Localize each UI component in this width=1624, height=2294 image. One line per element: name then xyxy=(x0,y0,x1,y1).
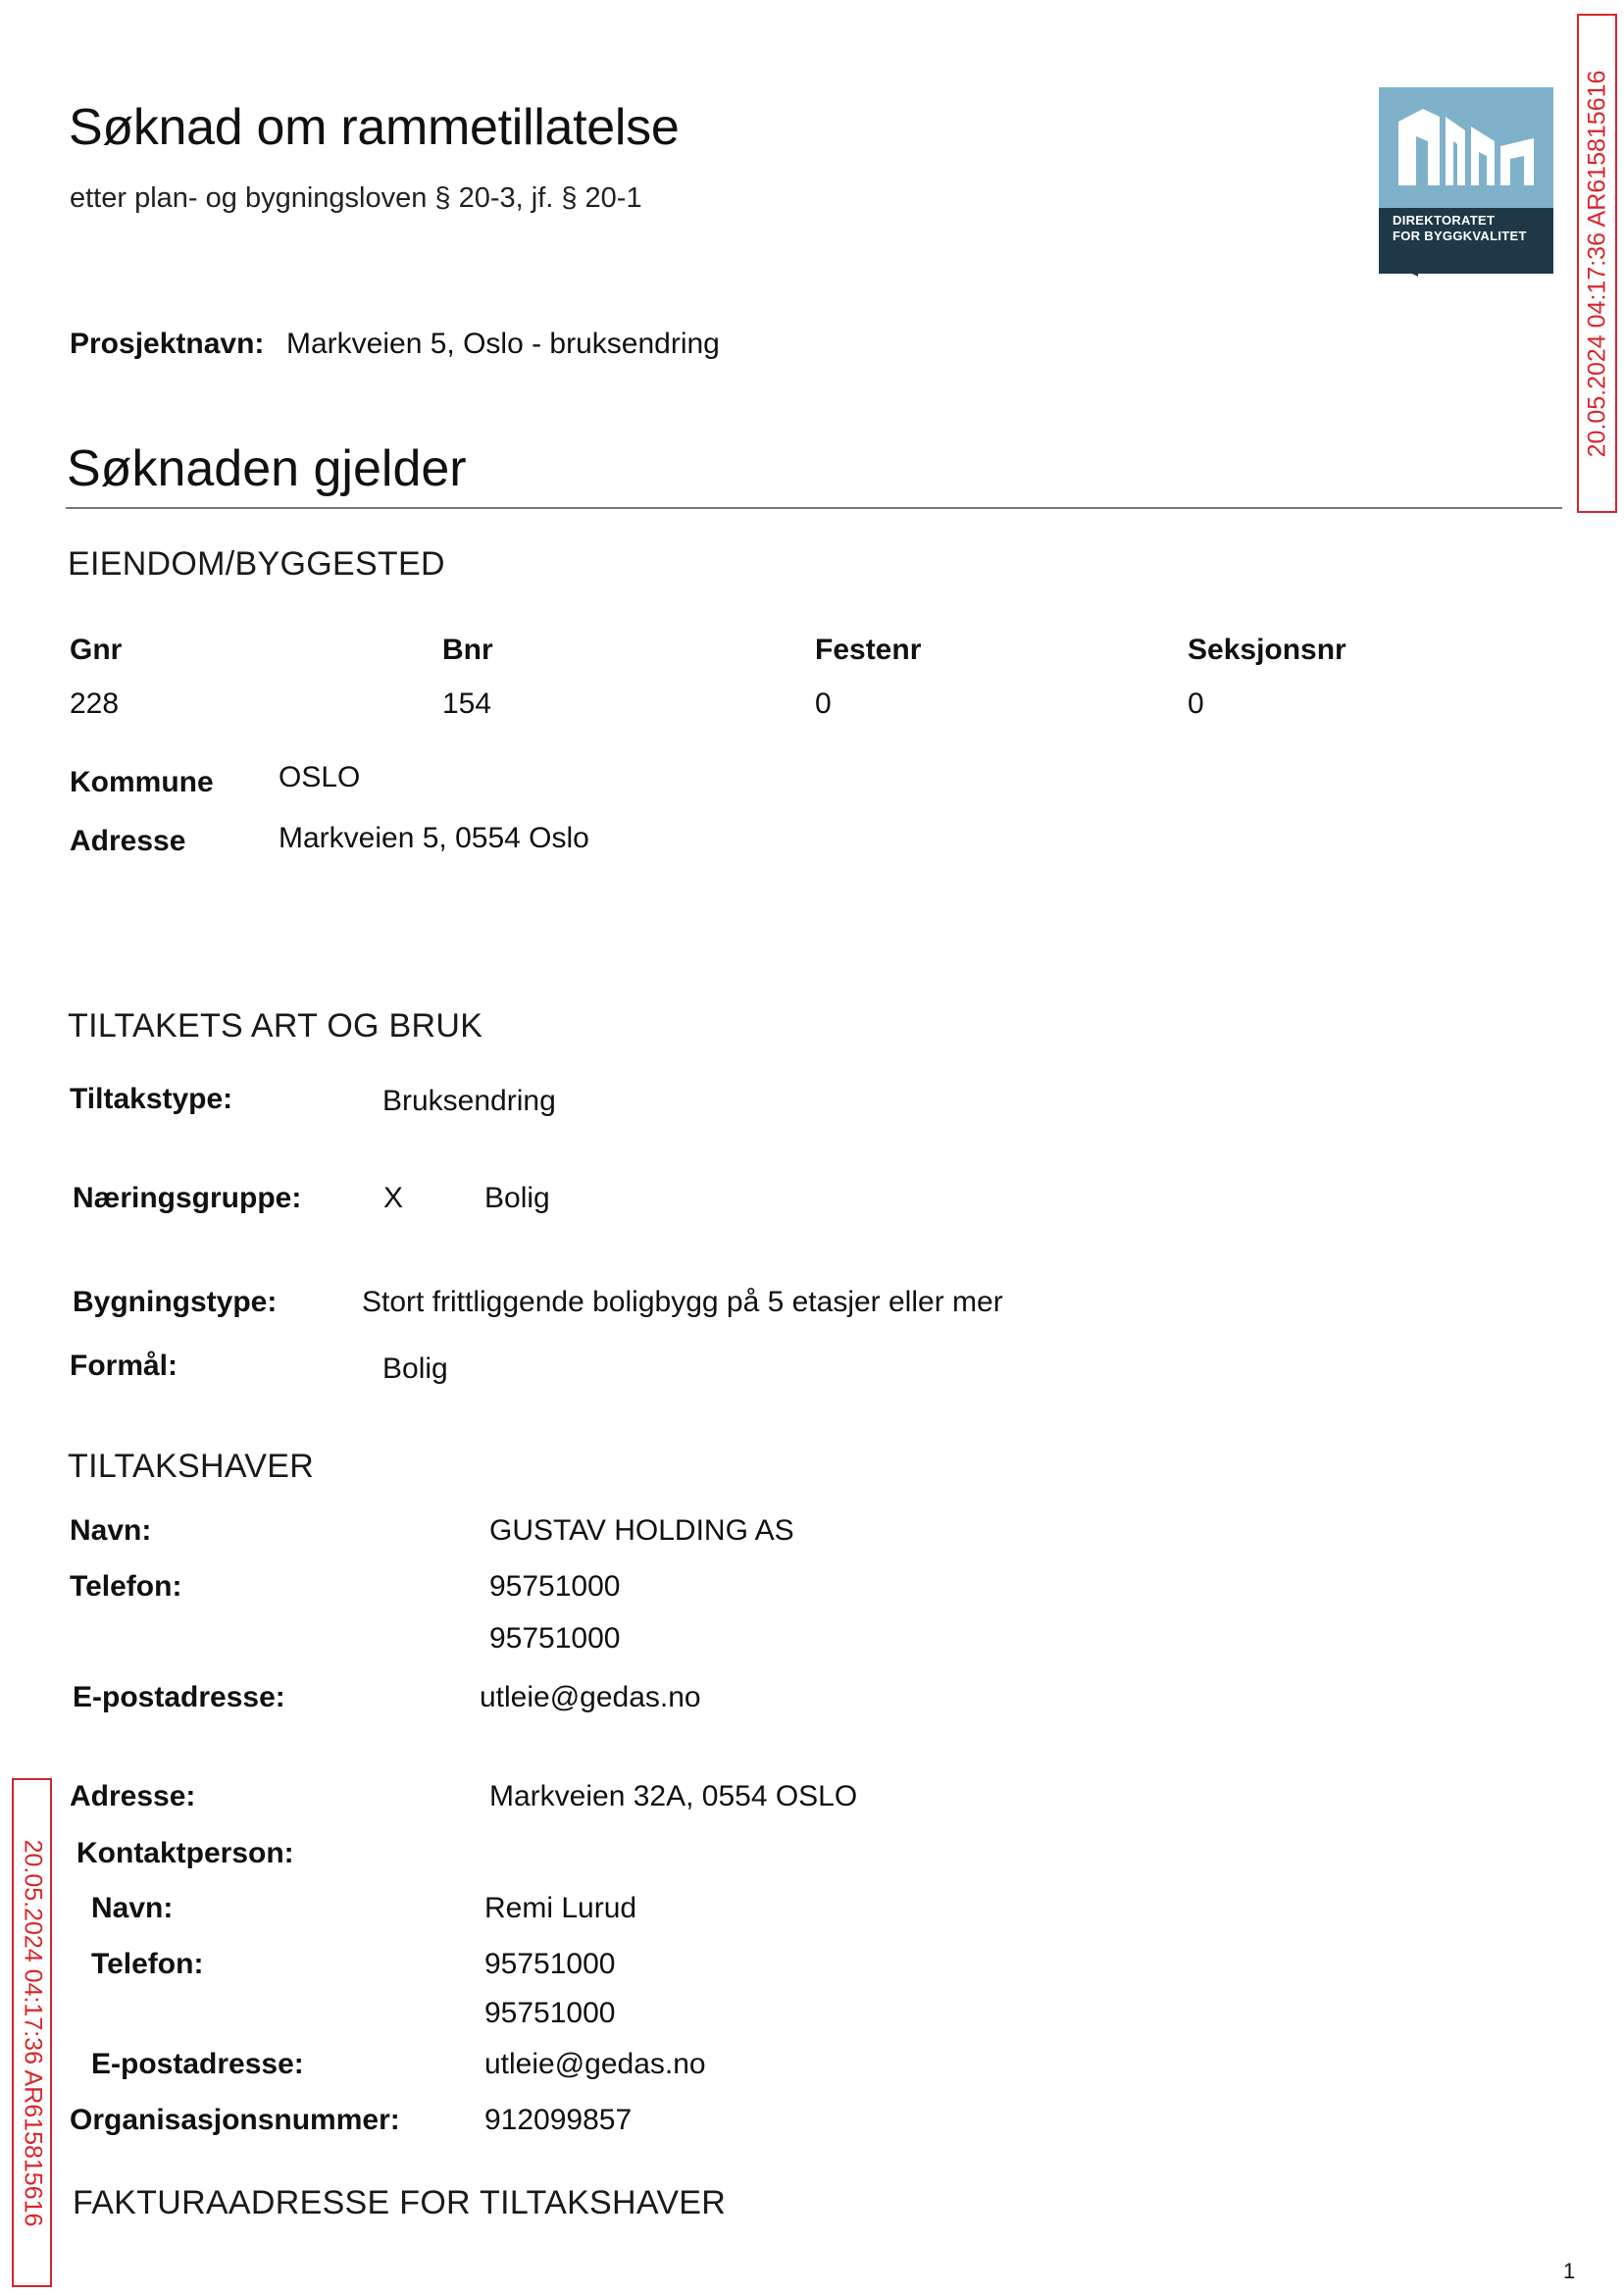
kontakt-telefon-label: Telefon: xyxy=(91,1948,204,1980)
tiltak-heading: TILTAKETS ART OG BRUK xyxy=(68,1007,483,1045)
kontakt-navn-label: Navn: xyxy=(91,1892,174,1924)
kontaktperson-label: Kontaktperson: xyxy=(76,1837,294,1869)
tiltakstype-label: Tiltakstype: xyxy=(70,1083,233,1115)
timestamp-stamp-top xyxy=(1577,14,1617,513)
page-number: 1 xyxy=(1563,2259,1576,2283)
stamp-text: 20.05.2024 04:17:36 AR615815616 xyxy=(19,1839,46,2226)
kommune-value: OSLO xyxy=(279,761,361,793)
tiltakshaver-telefon-2: 95751000 xyxy=(489,1622,621,1655)
tiltakshaver-adresse-label: Adresse: xyxy=(70,1780,196,1812)
naeringsgruppe-code: X xyxy=(383,1182,404,1214)
tiltakshaver-telefon-1: 95751000 xyxy=(489,1570,621,1603)
kontakt-telefon-1: 95751000 xyxy=(484,1948,616,1980)
formal-value: Bolig xyxy=(382,1352,448,1385)
gnr-label: Gnr xyxy=(70,634,123,666)
kontakt-telefon-2: 95751000 xyxy=(484,1997,616,2029)
bnr-label: Bnr xyxy=(442,634,493,666)
adresse-label: Adresse xyxy=(70,825,186,857)
document-title: Søknad om rammetillatelse xyxy=(69,99,680,156)
tiltakstype-value: Bruksendring xyxy=(382,1085,556,1117)
kontakt-epost-label: E-postadresse: xyxy=(91,2048,304,2080)
kontakt-epost-value: utleie@gedas.no xyxy=(484,2048,706,2080)
project-value: Markveien 5, Oslo - bruksendring xyxy=(286,328,720,360)
tiltakshaver-epost-label: E-postadresse: xyxy=(73,1681,285,1713)
kommune-label: Kommune xyxy=(70,766,214,798)
timestamp-stamp-bottom xyxy=(12,1778,52,2287)
bygningstype-label: Bygningstype: xyxy=(73,1286,278,1318)
logo-line2: FOR BYGGKVALITET xyxy=(1393,229,1527,243)
tiltakshaver-epost-value: utleie@gedas.no xyxy=(480,1681,701,1713)
seksjonsnr-value: 0 xyxy=(1188,688,1204,720)
project-label: Prosjektnavn: xyxy=(70,328,265,360)
eiendom-heading: EIENDOM/BYGGESTED xyxy=(68,545,445,583)
naeringsgruppe-label: Næringsgruppe: xyxy=(73,1182,302,1214)
tiltakshaver-telefon-label: Telefon: xyxy=(70,1570,182,1603)
logo-line1: DIREKTORATET xyxy=(1393,213,1496,228)
seksjonsnr-label: Seksjonsnr xyxy=(1188,634,1346,666)
section-divider xyxy=(66,507,1562,509)
section-title: Søknaden gjelder xyxy=(67,440,467,497)
bygningstype-value: Stort frittliggende boligbygg på 5 etasjer eller mer xyxy=(362,1286,1003,1318)
adresse-value: Markveien 5, 0554 Oslo xyxy=(279,822,589,854)
bnr-value: 154 xyxy=(442,688,492,720)
festenr-value: 0 xyxy=(815,688,832,720)
gnr-value: 228 xyxy=(70,688,120,720)
orgnr-value: 912099857 xyxy=(484,2104,633,2136)
naeringsgruppe-value: Bolig xyxy=(484,1182,550,1214)
tiltakshaver-navn-value: GUSTAV HOLDING AS xyxy=(489,1514,794,1547)
kontakt-navn-value: Remi Lurud xyxy=(484,1892,637,1924)
orgnr-label: Organisasjonsnummer: xyxy=(70,2104,400,2136)
document-subtitle: etter plan- og bygningsloven § 20-3, jf. § 20-1 xyxy=(70,182,642,214)
tiltakshaver-navn-label: Navn: xyxy=(70,1514,152,1547)
stamp-text: 20.05.2024 04:17:36 AR615815616 xyxy=(1583,70,1610,457)
logo-tab xyxy=(1379,251,1418,277)
dibk-logo xyxy=(1379,87,1553,274)
tiltakshaver-adresse-value: Markveien 32A, 0554 OSLO xyxy=(489,1780,858,1812)
formal-label: Formål: xyxy=(70,1350,178,1382)
tiltakshaver-heading: TILTAKSHAVER xyxy=(68,1448,315,1485)
faktura-heading: FAKTURAADRESSE FOR TILTAKSHAVER xyxy=(73,2184,727,2221)
festenr-label: Festenr xyxy=(815,634,922,666)
